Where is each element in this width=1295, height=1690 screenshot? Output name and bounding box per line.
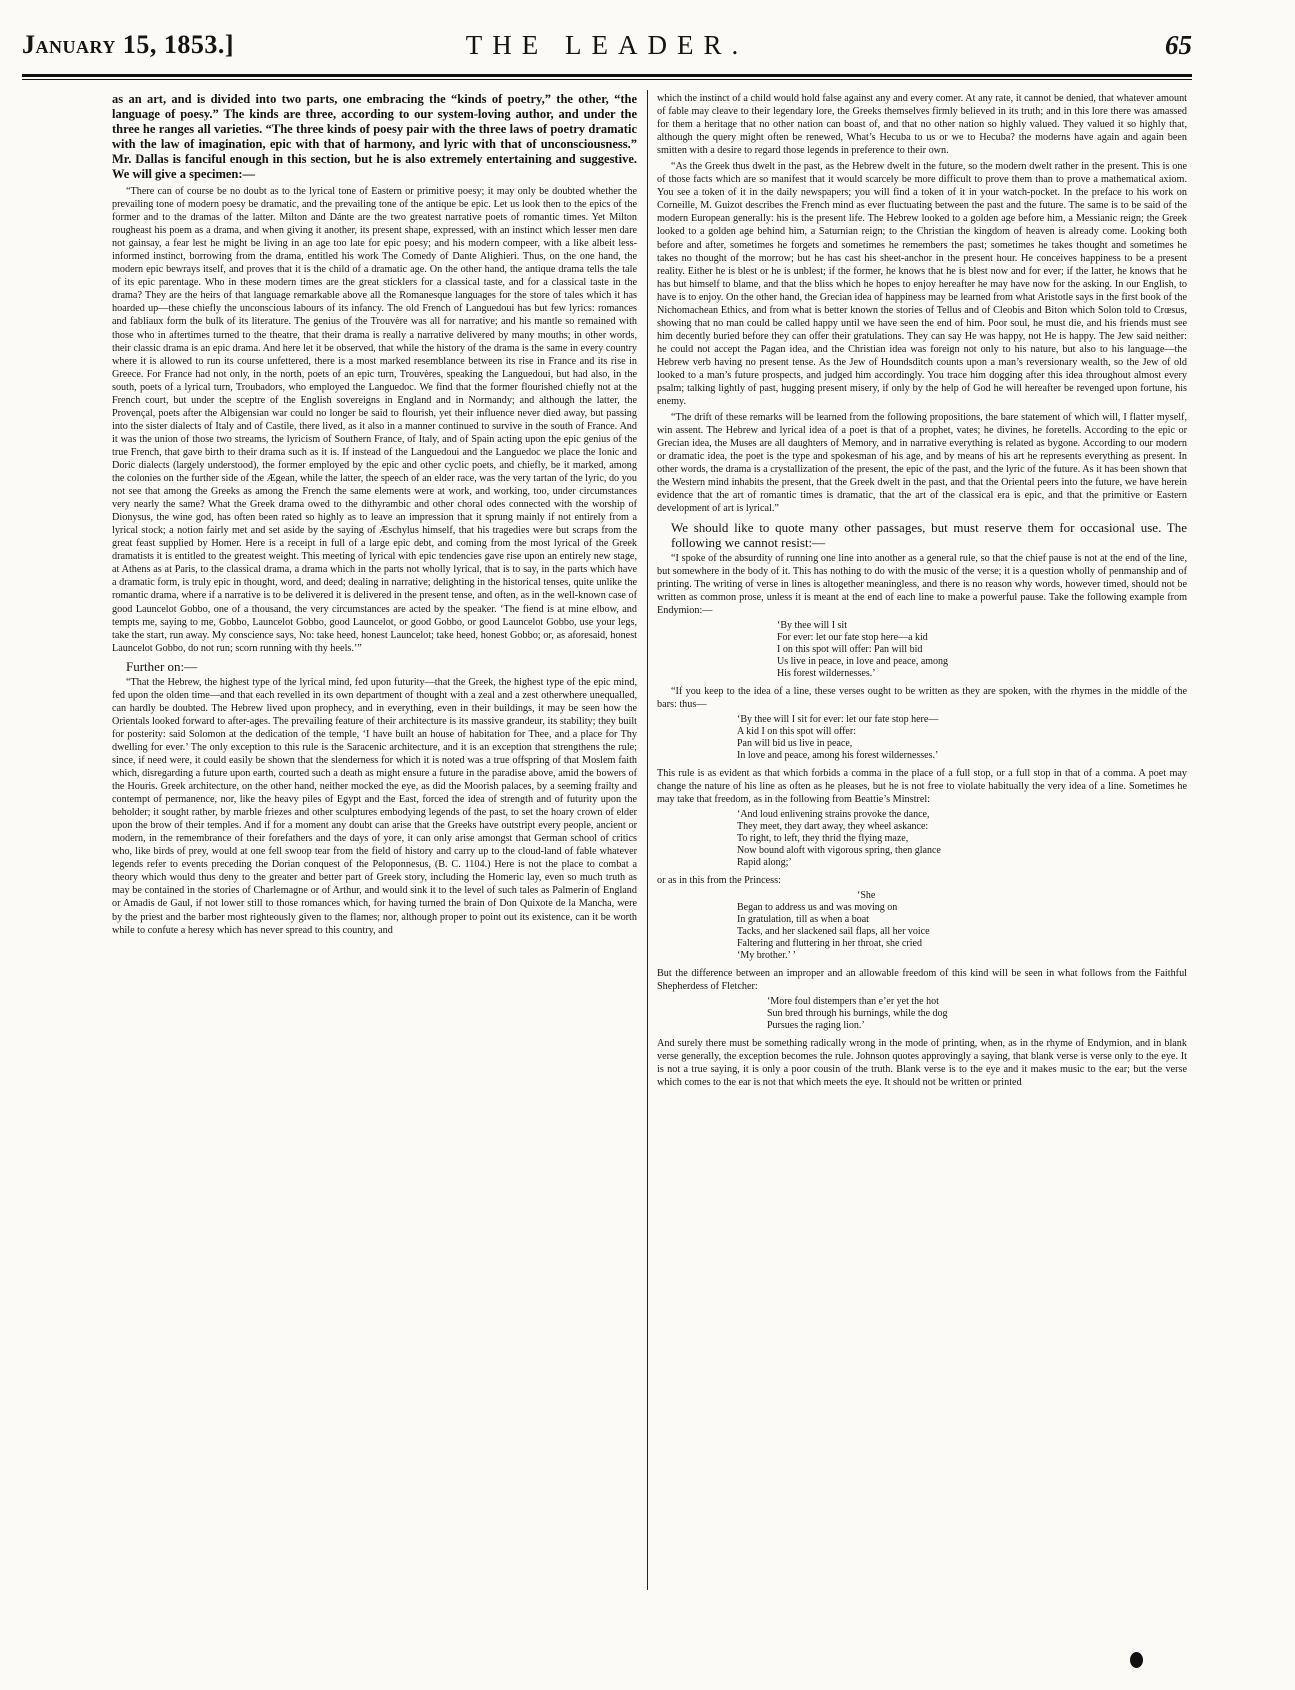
- poem-line: ‘She: [857, 890, 876, 902]
- quote-drift-of-remarks: “The drift of these remarks will be learned from the following propositions, the bare statement of which will, I flatter myself, win assent. The Hebrew and lyrical idea of a poet is that of a prophet, vates; he divines, he foretells. According to the epic or Grecian idea, the Muses are all daughters of Memory, and in narrative everything is related as bygone. According to our modern or dramatic idea, the poet is the type and spokesman of his age, and by means of his art he represents everything as present. In other words, the drama is a crystallization of the present, the epic of the past, and the lyric of the future. As it has been shown that the Western mind inhabits the present, that the Greek dwelt in the past, and that the Oriental peers into the future, we have herein evidence that the art of romantic times is dramatic, that the art of the classical era is epic, and that the primitive or Eastern development of art is lyrical.”: [657, 412, 1187, 515]
- poem-line: Pan will bid us live in peace,: [737, 737, 853, 749]
- page-number: 65: [1165, 30, 1192, 60]
- poem-line: ‘By thee will I sit: [777, 619, 847, 631]
- quote-hebrew-greek-continued: which the instinct of a child would hold false against any and every comer. At any rate, it cannot be denied, that whatever amount of fable may cleave to their legendary lore, the Greeks themselves firmly believed in its truth; and in this lore there was amassed for them a heritage that no other nation can boast of, and that no other nation so highly valued. They valued it so highly that, although the query might often be renewed, What’s Hecuba to us or we to Hecuba? the moderns have again and again been smitten with a desire to regard those legends in preference to their own.: [657, 93, 1187, 157]
- quote-hebrew-greek: “That the Hebrew, the highest type of the lyrical mind, fed upon futurity—that the Greek, the highest type of the epic mind, fed upon the olden time—and that each revelled in its own department of thought with a zeal and a zest otherwhere unequalled, can hardly be doubted. The Hebrew lived upon prophecy, and in everything, even in their buildings, it may be seen how the Orientals looked forward to after-ages. The prevailing feature of their architecture is its massive grandeur, its stability; they built for posterity: said Solomon at the dedication of the temple, ‘I have built an house of habitation for Thee, and a place for Thy dwelling for ever.’ The only exception to this rule is the Saracenic architecture, and it is an exception that strengthens the rule; since, if need were, it could easily be shown that the slenderness for which it is noted was a true offspring of that Moslem faith which, disregarding a future upon earth, courted such a death as might ensure a future in the paradise above, amid the bowers of the Houris. Greek architecture, on the other hand, neither mocked the eye, as did the Moorish palaces, by a seeming frailty and contempt of permanence, nor, like the heavy piles of Egypt and the East, forced the idea of strength and of futurity upon the beholder; it sought rather, by marble friezes and other sculptures embodying legends of the past, to set the hoary crown of elder upon the brow of their temples. And if for a moment any doubt can arise that the Greeks have outstript every people, ancient or modern, in the remembrance of their forefathers and the days of yore, it can only arise amongst that German school of critics who, like birds of prey, would at one fell swoop tear from the field of history and carry up to the cloud-land of fable whatever legends refer to events preceding the Dorian conquest of the Peloponnesus, (B. C. 1104.) Here is not the place to combat a theory which would thus deny to the greater and better part of Greek story, including the Homeric lay, even so much truth as may be contained in the stories of Charlemagne or of Arthur, and would sink it to the level of such tales as Palmerin of England or Amadis de Gaul, if not lower still to those romances which, for having turned the brain of Don Quixote de la Mancha, were by the priest and the barber most righteously given to the flames; nor, although proper to point out its existence, can it be worth while to confute a heresy which has never spread to this country, and: [112, 676, 637, 936]
- poem-line: Us live in peace, in love and peace, among: [777, 655, 949, 667]
- poem-line: Now bound aloft with vigorous spring, then glance: [737, 844, 941, 856]
- right-column: [657, 92, 1187, 1092]
- quote-comma-rule: This rule is as evident as that which forbids a comma in the place of a full stop, or a full stop in that of a comma. A poet may change the nature of his line as often as he pleases, but he is not free to violate habitually the very idea of a line. Sometimes he may take that freedom, as in the following from Beattie’s Minstrel:: [657, 767, 1187, 805]
- ink-blot: [1130, 1652, 1143, 1668]
- poem-line: I on this spot will offer: Pan will bid: [777, 643, 923, 655]
- poem-endymion: [777, 620, 1187, 680]
- poem-line: Tacks, and her slackened sail flaps, all her voice: [737, 926, 930, 938]
- quote-improper-freedom: But the difference between an improper and an allowable freedom of this kind will be seen in what follows from the Faithful Shepherdess of Fletcher:: [657, 968, 1187, 993]
- poem-line: ‘More foul distempers than e’er yet the hot: [767, 996, 939, 1008]
- header-rule-thin: [22, 79, 1192, 80]
- poem-line: For ever: let our fate stop here—a kid: [777, 631, 928, 643]
- poem-line: Rapid along;’: [737, 856, 792, 868]
- poem-line: ‘My brother.’ ’: [737, 950, 796, 962]
- poem-faithful-shepherdess: [767, 996, 1187, 1032]
- left-column: [112, 92, 637, 940]
- further-on-label: Further on:—: [126, 658, 198, 674]
- quote-lyrical-tone: “There can of course be no doubt as to the lyrical tone of Eastern or primitive poesy; it may only be doubted whether the prevailing tone of modern poesy be dramatic, and the prevailing tone of the antique be epic. Let us look then to the epics of the former and to the dramas of the latter. Milton and Dánte are the two greatest narrative poets of romantic times. Yet Milton rougheast his poem as a drama, and when giving it another, its present shape, expressed, with an instinct which lesser men dare not gainsay, a fear lest he might be living in an age too late for epic poesy; and his modern compeer, with a like albeit less-informed instinct, borrowing from the drama, entitled his work The Comedy of Dante Alighieri. Thus, on the one hand, the modern epic bewrays itself, and proves that it is the child of a dramatic age. On the other hand, the antique drama tells the tale of its epic parentage. Who in these modern times are the great sticklers for a classical taste, and for a classical taste in the drama? They are the heirs of that language remarkable above all the Romanesque languages for the store of tales which it has hoarded up—these chiefly the unconscious labours of its infancy. The old French of Languedoui has but few lyrics: romances and fabliaux form the bulk of its literature. The genius of the Trouvère was all for narrative; and his mantle so remained with those who in aftertimes turned to the theatre, that their drama is really a narrative delivered by many mouths; in other words, their classic drama is an epic drama. And here let it be observed, that while the history of the drama is the same in every country where it is allowed to run its course unfettered, there is a most marked resemblance between its rise in France and its rise in Greece. For France had not only, in the north, poets of an epic turn, Trouvères, speaking the Languedoui, but had also, in the south, poets of a lyrical turn, Troubadors, who employed the Languedoc. We find that the former flourished chiefly not at the French court, but under the sceptre of the English sovereigns in England and in Normandy; and although the latter, the Provençal, poets after the Albigensian war could no longer be said to flourish, yet their influence never died away, but passing into the sister dialects of Italy and of Castile, there lived, as it also in a manner continued to survive in the south of France. And it was the union of those two streams, the lyricism of Southern France, of Italy, and of Spain acting upon the epic genius of the true French, that gave birth to their drama such as it is. If instead of the Languedoui and the Languedoc we place the Ionic and Doric dialects (largely understood), the former employed by the epic and other cyclic poets, and chiefly, be it marked, among the colonies on the further side of the Ægean, while the latter, the speech of an elder race, was the very tartan of the lyric, do you not see that among the Greeks as among the French the same elements were at work, and working, too, under circumstances very nearly the same? What the Greek drama owed to the dithyrambic and other choral odes connected with the worship of Dionysus, the wine god, has often been rated so highly as to leave an impression that it sprung mainly if not entirely from a lyrical stock; a notion fairly met and set aside by the saying of Æschylus himself, that his tragedies were but scraps from the great feast supplied by Homer. Here is a receipt in full of a large epic debt, and coming from the most lyrical of the Greek dramatists it is entitled to the greatest weight. This meeting of lyrical with epic tendencies gave rise upon an entirely new stage, at Athens as at Paris, to the classical drama, a drama which in the parts not wholly lyrical, that is to say, in the parts which have a dramatic form, is truly epic in thought, word, and deed; dealing in narrative; delighting in the historical tenses, quite unlike the romantic drama, where if a narrative is to be delivered it is delivered in the present tense, and often, as in the well-known case of good Launcelot Gobbo, one of a thousand, the very circumstances are acted by the speaker. ‘The fiend is at mine elbow, and tempts me, saying to me, Gobbo, Launcelot Gobbo, good Launcelot, or good Gobbo, or good Launcelot Gobbo, use your legs, take the start, run away. My conscience says, No: take heed, honest Launcelot; take heed, honest Gobbo; or, as aforesaid, honest Launcelot Gobbo, do not run; scorn running with thy heels.’”: [112, 186, 637, 654]
- newspaper-title: THE LEADER.: [465, 30, 749, 60]
- poem-line: Began to address us and was moving on: [737, 902, 898, 914]
- poem-princess: [737, 890, 1187, 962]
- quote-modern-present: “As the Greek thus dwelt in the past, as the Hebrew dwelt in the future, so the modern dwelt rather in the present. This is one of those facts which are so manifest that it would scarcely be more difficult to prove them than to prove a mathematical axiom. You see a token of it in the daily newspapers; you will find a token of it in your watch-pocket. In the preface to his work on Corneille, M. Guizot describes the French mind as ever fluctuating between the past and the future. The same is to be said of the modern European generally: his is the present life. The Hebrew looked to a golden age before him, a Messianic reign; the Greek looked to a golden age behind him, a Saturnian reign; to the Christian the kingdom of heaven is already come. Looking both before and after, sometimes he forgets and sometimes he remembers the past; sometimes he takes thought and sometimes he takes no thought of the morrow; but he has cast his sheet-anchor in the present hour. He conceives happiness to be a present reality. Either he is blest or he is unblest; if the former, he knows that he is blest now and for ever; if the latter, he knows that he has but himself to blame, and that the bliss which he hopes to enjoy hereafter he may have now for the asking. In our English, to have is to enjoy. On the other hand, the Grecian idea of happiness may be learned from what Aristotle says in the first book of the Nichomachean Ethics, and from what is better known the stories of Tellus and of Cleobis and Biton which Solon told to Crœsus, showing that no man could be called happy until we have seen the end of him. Poor soul, he must die, and his friends must see him decently buried before they can offer their gratulations. They can say He was happy, not He is happy. The Jew said neither: he could not accept the Pagan idea, and the Christian idea was foreign not only to his nature, but also to his language—the Hebrew verb having no present tense. As the Jew of Houndsditch counts upon a man’s reversionary wealth, so the Jew of old looked to a man’s future prospects, and judged him accordingly. You trace him dogging after this idea throughout almost every psalm; talking lightly of past, hugging present misery, if only by the help of God he will hereafter be revenged upon fortune, his enemy.: [657, 161, 1187, 408]
- poem-line: In love and peace, among his forest wildernesses.’: [737, 749, 939, 761]
- poem-line: Faltering and fluttering in her throat, she cried: [737, 938, 922, 950]
- quote-blank-verse: And surely there must be something radically wrong in the mode of printing, when, as in the rhyme of Endymion, and in blank verse generally, the exception becomes the rule. Johnson quotes approvingly a saying, that blank verse is verse only to the eye. It is not a true saying, it is only a poor cousin of the truth. Blank verse is to the eye and it makes music to the ear; but the verse which comes to the ear is not that which meets the eye. It should not be written or printed: [657, 1038, 1187, 1089]
- poem-line: ‘By thee will I sit for ever: let our fate stop here—: [737, 713, 939, 725]
- quote-princess-intro: or as in this from the Princess:: [657, 874, 781, 886]
- header-rule-thick: [22, 74, 1192, 77]
- poem-line: Pursues the raging lion.’: [767, 1020, 865, 1032]
- masthead: [22, 30, 1192, 72]
- poem-line: A kid I on this spot will offer:: [737, 725, 856, 737]
- poem-line: To right, to left, they thrid the flying maze,: [737, 832, 909, 844]
- quote-idea-of-line: “If you keep to the idea of a line, these verses ought to be written as they are spoken, with the rhymes in the middle of the bars: thus—: [657, 685, 1187, 710]
- poem-line: ‘And loud enlivening strains provoke the dance,: [737, 808, 930, 820]
- poem-line: They meet, they dart away, they wheel askance:: [737, 820, 929, 832]
- poem-line: Sun bred through his burnings, while the dog: [767, 1008, 948, 1020]
- quote-running-lines: “I spoke of the absurdity of running one line into another as a general rule, so that the chief pause is not at the end of the line, but somewhere in the body of it. This has nothing to do with the music of the verse; it is a question wholly of penmanship and of printing. The writing of verse in lines is altogether meaningless, and there is no reason why words, however timed, should not be written as common prose, unless it is meant at the end of each line to make a powerful pause. Take the following example from Endymion:—: [657, 552, 1187, 616]
- poem-line: His forest wildernesses.’: [777, 667, 876, 679]
- column-divider: [647, 90, 648, 1590]
- poem-line: In gratulation, till as when a boat: [737, 914, 869, 926]
- review-intro: as an art, and is divided into two parts, one embracing the “kinds of poetry,” the other, “the language of poesy.” The kinds are three, according to our system-loving author, and under the three he ranges all varieties. “The three kinds of poesy pair with the three laws of poetry dramatic with the law of imagination, epic with that of harmony, and lyric with that of unconsciousness.” Mr. Dallas is fanciful enough in this section, but he is also extremely entertaining and suggestive. We will give a specimen:—: [112, 92, 637, 181]
- poem-minstrel: [737, 809, 1187, 869]
- poem-endymion-rewritten: [737, 714, 1187, 762]
- issue-date: January 15, 1853.]: [22, 30, 235, 59]
- editor-comment: We should like to quote many other passages, but must reserve them for occasional use. The following we cannot resist:—: [671, 519, 1187, 550]
